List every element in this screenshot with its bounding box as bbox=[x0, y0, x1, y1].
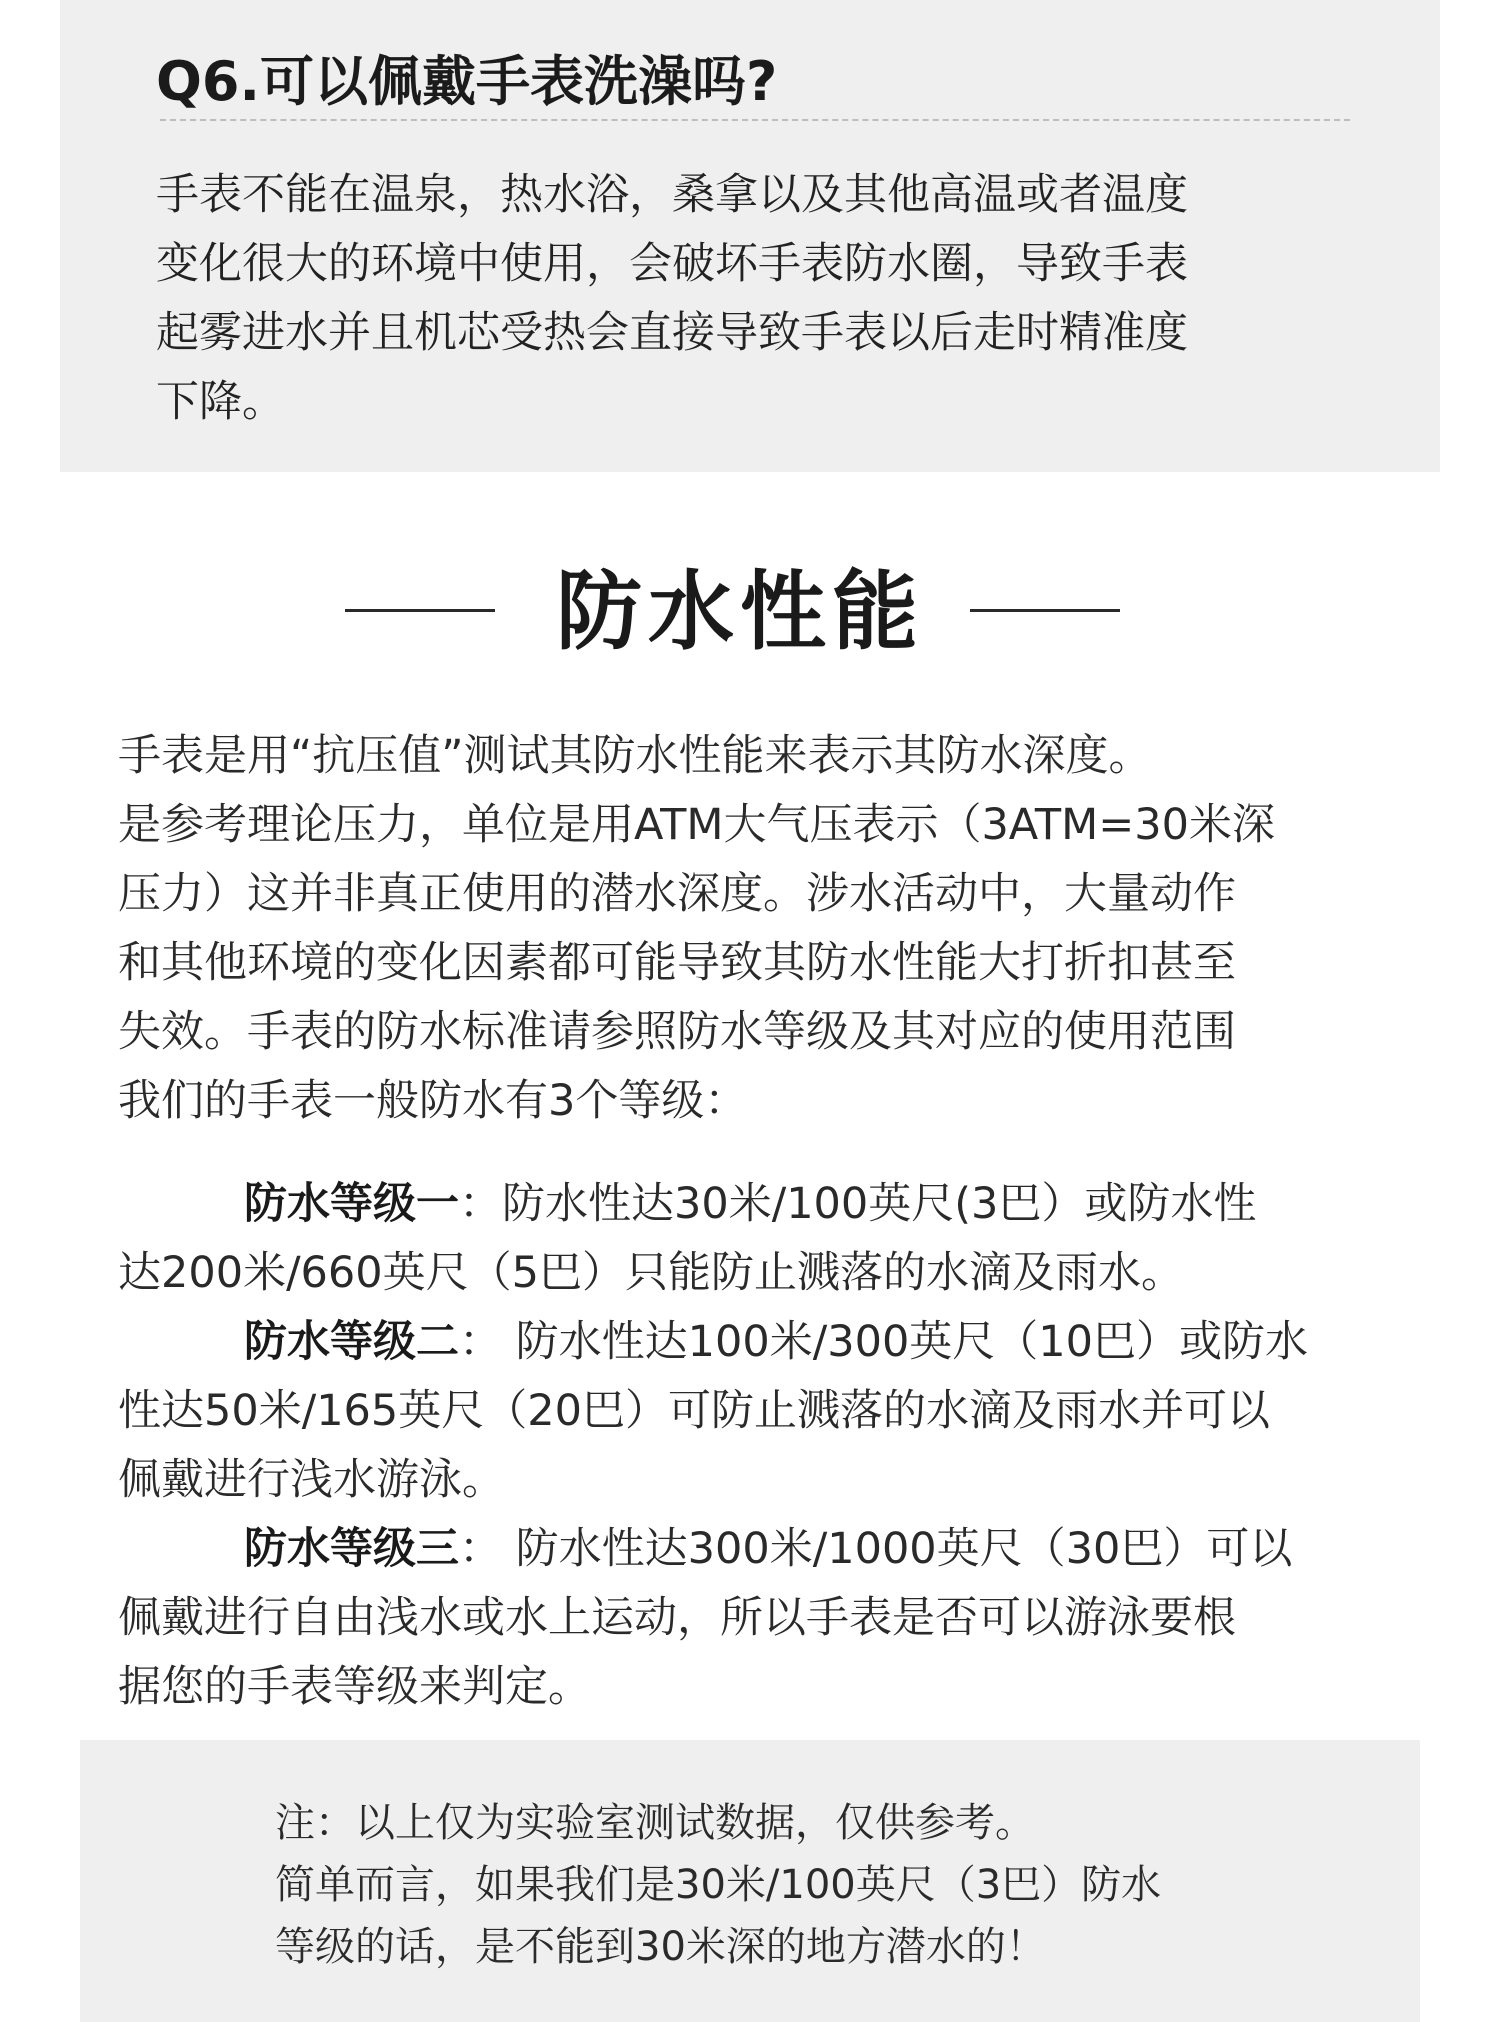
level-2 bbox=[118, 1308, 1418, 1515]
level-line bbox=[118, 1515, 1418, 1584]
level-line: 性达50米/165英尺（20巴）可防止溅落的水滴及雨水并可以 bbox=[118, 1386, 1270, 1436]
level-line: 佩戴进行浅水游泳。 bbox=[118, 1455, 505, 1505]
level-line bbox=[118, 1308, 1418, 1377]
level-line: 据您的手表等级来判定。 bbox=[118, 1662, 591, 1712]
section-title: 防水性能 bbox=[556, 562, 924, 662]
note-card bbox=[80, 1740, 1420, 2022]
faq-question: Q6.可以佩戴手表洗澡吗? bbox=[156, 50, 778, 113]
faq-card bbox=[60, 0, 1440, 472]
level-3 bbox=[118, 1515, 1418, 1722]
level-title: 防水等级三 bbox=[244, 1524, 459, 1574]
body-line: 压力）这并非真正使用的潜水深度。涉水活动中，大量动作 bbox=[118, 869, 1236, 919]
level-title: 防水等级一 bbox=[244, 1179, 459, 1229]
note-line: 注：以上仅为实验室测试数据，仅供参考。 bbox=[275, 1800, 1035, 1846]
body-line: 是参考理论压力，单位是用ATM大气压表示（3ATM=30米深 bbox=[118, 800, 1275, 850]
faq-answer-line: 手表不能在温泉，热水浴，桑拿以及其他高温或者温度 bbox=[156, 170, 1188, 220]
heading-rule-right bbox=[970, 609, 1120, 612]
level-text: ： 防水性达100米/300英尺（10巴）或防水 bbox=[459, 1317, 1309, 1367]
note-text bbox=[275, 1792, 1161, 1978]
level-line bbox=[118, 1170, 1418, 1239]
heading-rule-left bbox=[345, 609, 495, 612]
faq-answer-line: 下降。 bbox=[156, 377, 285, 427]
faq-answer-line: 变化很大的环境中使用，会破坏手表防水圈，导致手表 bbox=[156, 239, 1188, 289]
level-text: ： 防水性达300米/1000英尺（30巴）可以 bbox=[459, 1524, 1293, 1574]
level-title: 防水等级二 bbox=[244, 1317, 459, 1367]
level-line: 佩戴进行自由浅水或水上运动，所以手表是否可以游泳要根 bbox=[118, 1593, 1236, 1643]
level-1 bbox=[118, 1170, 1418, 1308]
level-text: ：防水性达30米/100英尺(3巴）或防水性 bbox=[459, 1179, 1257, 1229]
body-line: 我们的手表一般防水有3个等级： bbox=[118, 1076, 748, 1126]
waterproof-description bbox=[118, 722, 1418, 1136]
faq-answer-line: 起雾进水并且机芯受热会直接导致手表以后走时精准度 bbox=[156, 308, 1188, 358]
body-line: 手表是用“抗压值”测试其防水性能来表示其防水深度。 bbox=[118, 731, 1152, 781]
note-line: 等级的话，是不能到30米深的地方潜水的！ bbox=[275, 1924, 1046, 1970]
note-line: 简单而言，如果我们是30米/100英尺（3巴）防水 bbox=[275, 1862, 1162, 1908]
body-line: 和其他环境的变化因素都可能导致其防水性能大打折扣甚至 bbox=[118, 938, 1236, 988]
waterproof-levels bbox=[118, 1170, 1418, 1722]
faq-dashed-divider bbox=[160, 119, 1350, 121]
faq-answer bbox=[156, 161, 1356, 437]
level-line: 达200米/660英尺（5巴）只能防止溅落的水滴及雨水。 bbox=[118, 1248, 1184, 1298]
body-line: 失效。手表的防水标准请参照防水等级及其对应的使用范围 bbox=[118, 1007, 1236, 1057]
section-heading bbox=[0, 552, 1500, 672]
